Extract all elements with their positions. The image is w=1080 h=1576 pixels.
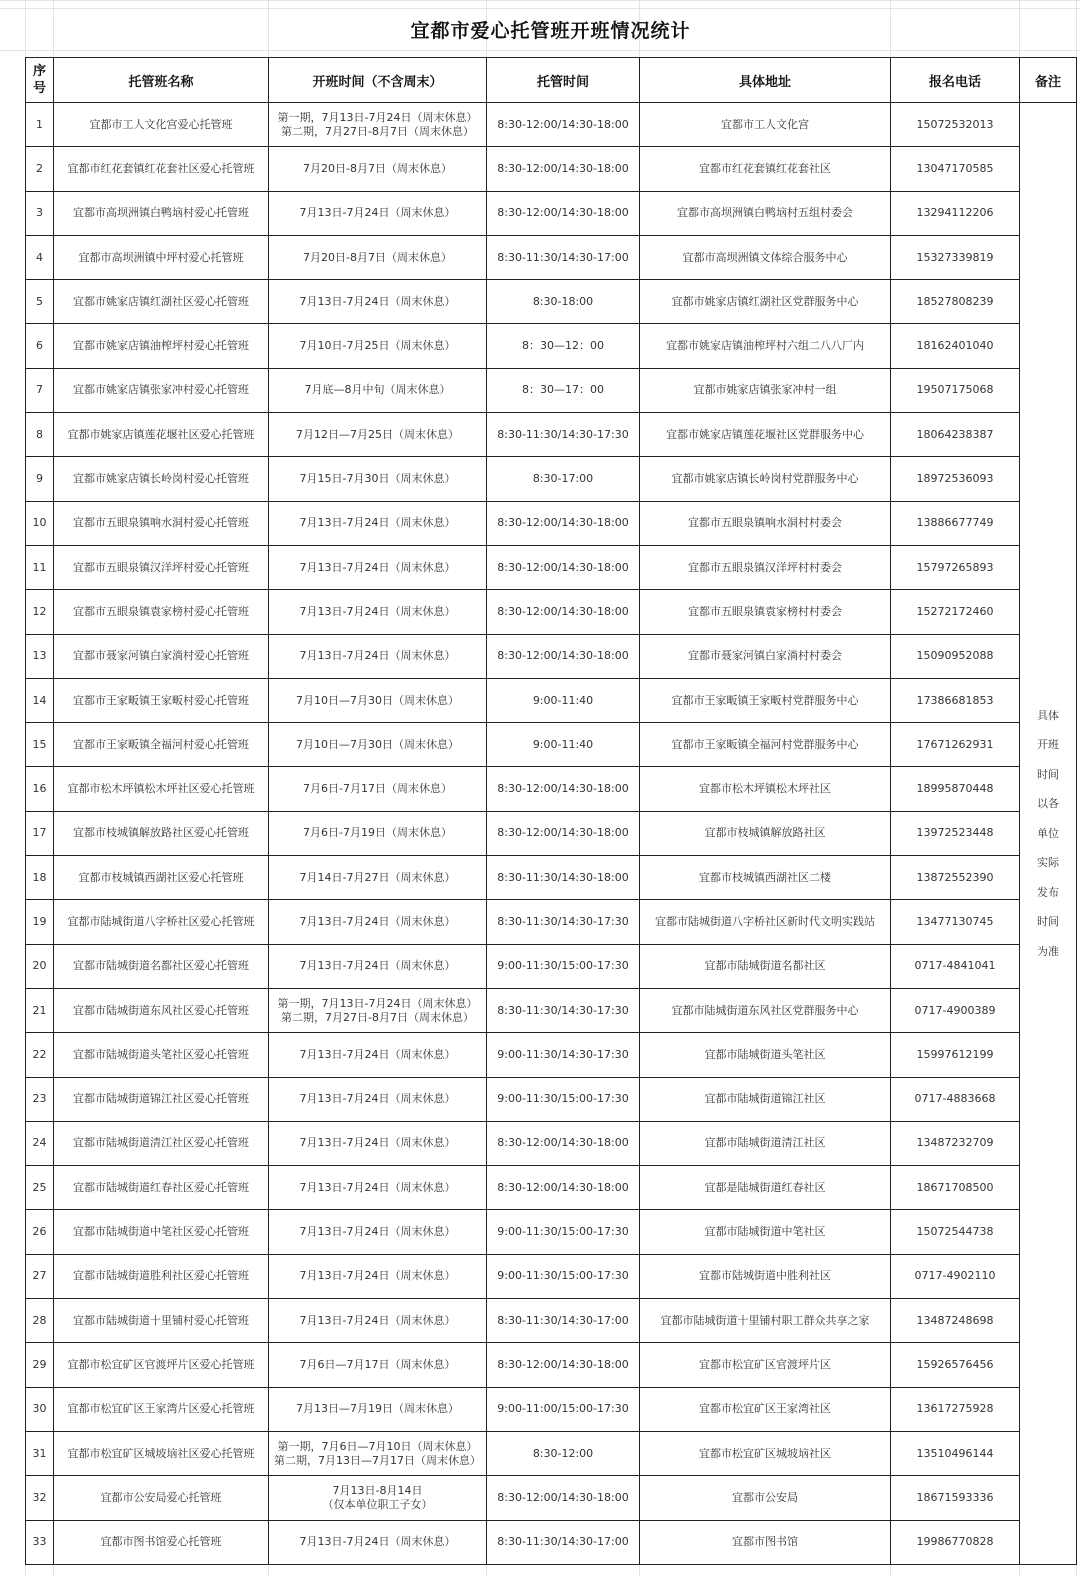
table-row (26, 988, 1077, 1032)
table-row (26, 1299, 1077, 1343)
period-line: 7月13日-7月24日（周末休息） (299, 516, 456, 530)
cell-hours: 8:30-12:00/14:30-18:00 (487, 501, 640, 545)
cell-period (269, 1299, 487, 1343)
cell-name: 宜都市陆城街道锦江社区爱心托管班 (54, 1077, 269, 1121)
table-row (26, 457, 1077, 501)
table-row (26, 856, 1077, 900)
period-line: 7月13日-7月24日（周末休息） (299, 914, 456, 928)
cell-address: 宜都市姚家店镇红湖社区党群服务中心 (640, 280, 891, 324)
cell-phone: 19986770828 (891, 1520, 1020, 1564)
cell-remark (1020, 103, 1077, 1565)
cell-name: 宜都市高坝洲镇中坪村爱心托管班 (54, 235, 269, 279)
cell-address: 宜都市陆城街道头笔社区 (640, 1033, 891, 1077)
cell-hours: 9:00-11:30/14:30-17:30 (487, 1033, 640, 1077)
cell-phone: 0717-4902110 (891, 1254, 1020, 1298)
cell-seq: 16 (26, 767, 54, 811)
cell-address: 宜都市陆城街道名都社区 (640, 944, 891, 988)
cell-address: 宜都市枝城镇解放路社区 (640, 811, 891, 855)
period-line: 7月13日-7月24日（周末休息） (299, 1313, 456, 1327)
cell-period (269, 1520, 487, 1564)
cell-hours: 9:00-11:00/15:00-17:30 (487, 1387, 640, 1431)
table-row (26, 1254, 1077, 1298)
cell-address: 宜都市高坝洲镇白鸭垴村五组村委会 (640, 191, 891, 235)
table-header-row (26, 58, 1077, 103)
cell-seq: 29 (26, 1343, 54, 1387)
cell-address: 宜都市陆城街道锦江社区 (640, 1077, 891, 1121)
cell-seq: 1 (26, 103, 54, 147)
period-line: 7月13日-7月24日（周末休息） (299, 1180, 456, 1194)
cell-hours: 8:30-12:00/14:30-18:00 (487, 590, 640, 634)
cell-name: 宜都市图书馆爱心托管班 (54, 1520, 269, 1564)
cell-period (269, 811, 487, 855)
cell-period (269, 280, 487, 324)
cell-name: 宜都市松木坪镇松木坪社区爱心托管班 (54, 767, 269, 811)
cell-period (269, 590, 487, 634)
cell-phone: 15072544738 (891, 1210, 1020, 1254)
cell-period (269, 324, 487, 368)
period-line: 7月13日—7月19日（周末休息） (296, 1402, 459, 1416)
cell-period (269, 723, 487, 767)
cell-seq: 24 (26, 1121, 54, 1165)
cell-period (269, 1387, 487, 1431)
cell-address: 宜都市枝城镇西湖社区二楼 (640, 856, 891, 900)
cell-phone: 15090952088 (891, 634, 1020, 678)
table-row (26, 324, 1077, 368)
cell-name: 宜都市陆城街道八字桥社区爱心托管班 (54, 900, 269, 944)
table-row (26, 1077, 1077, 1121)
cell-name: 宜都市高坝洲镇白鸭垴村爱心托管班 (54, 191, 269, 235)
period-line: 7月6日-7月19日（周末休息） (303, 826, 452, 840)
table-row (26, 590, 1077, 634)
table-row (26, 944, 1077, 988)
cell-phone: 13477130745 (891, 900, 1020, 944)
cell-period (269, 1121, 487, 1165)
cell-name: 宜都市枝城镇西湖社区爱心托管班 (54, 856, 269, 900)
cell-seq: 22 (26, 1033, 54, 1077)
cell-period (269, 103, 487, 147)
table-row (26, 1121, 1077, 1165)
cell-seq: 23 (26, 1077, 54, 1121)
table-row (26, 1520, 1077, 1564)
cell-name: 宜都市五眼泉镇袁家榜村爱心托管班 (54, 590, 269, 634)
table-row (26, 235, 1077, 279)
cell-seq: 14 (26, 678, 54, 722)
cell-hours: 8:30-12:00/14:30-18:00 (487, 1476, 640, 1520)
cell-address: 宜都市五眼泉镇汉洋坪村村委会 (640, 545, 891, 589)
cell-seq: 32 (26, 1476, 54, 1520)
cell-hours: 9:00-11:30/15:00-17:30 (487, 944, 640, 988)
cell-phone: 13510496144 (891, 1431, 1020, 1475)
cell-name: 宜都市陆城街道头笔社区爱心托管班 (54, 1033, 269, 1077)
cell-seq: 19 (26, 900, 54, 944)
cell-period (269, 545, 487, 589)
cell-name: 宜都市陆城街道红春社区爱心托管班 (54, 1166, 269, 1210)
cell-hours: 8:30-12:00/14:30-18:00 (487, 767, 640, 811)
period-line: 7月10日—7月30日（周末休息） (296, 693, 459, 707)
cell-name: 宜都市陆城街道胜利社区爱心托管班 (54, 1254, 269, 1298)
cell-name: 宜都市红花套镇红花套社区爱心托管班 (54, 147, 269, 191)
cell-phone: 15072532013 (891, 103, 1020, 147)
table-row (26, 634, 1077, 678)
cell-period (269, 147, 487, 191)
cell-address: 宜都市五眼泉镇袁家榜村村委会 (640, 590, 891, 634)
cell-hours: 8:30-12:00/14:30-18:00 (487, 1166, 640, 1210)
cell-name: 宜都市松宜矿区官渡坪片区爱心托管班 (54, 1343, 269, 1387)
cell-hours: 8:30-18:00 (487, 280, 640, 324)
cell-seq: 9 (26, 457, 54, 501)
cell-phone: 15272172460 (891, 590, 1020, 634)
table-row (26, 103, 1077, 147)
table-row (26, 1431, 1077, 1475)
cell-phone: 19507175068 (891, 368, 1020, 412)
cell-phone: 15926576456 (891, 1343, 1020, 1387)
cell-period (269, 988, 487, 1032)
cell-hours: 8:30-12:00/14:30-18:00 (487, 545, 640, 589)
table-row (26, 1476, 1077, 1520)
cell-seq: 11 (26, 545, 54, 589)
cell-period (269, 235, 487, 279)
cell-address: 宜都市王家畈镇王家畈村党群服务中心 (640, 678, 891, 722)
cell-seq: 7 (26, 368, 54, 412)
table-row (26, 767, 1077, 811)
period-line: 7月6日—7月17日（周末休息） (299, 1357, 456, 1371)
table-row (26, 1343, 1077, 1387)
cell-address: 宜都市姚家店镇长岭岗村党群服务中心 (640, 457, 891, 501)
cell-seq: 5 (26, 280, 54, 324)
cell-name: 宜都市姚家店镇油榨坪村爱心托管班 (54, 324, 269, 368)
cell-phone: 17671262931 (891, 723, 1020, 767)
header-name: 托管班名称 (54, 58, 269, 103)
cell-phone: 13047170585 (891, 147, 1020, 191)
cell-name: 宜都市姚家店镇莲花堰社区爱心托管班 (54, 413, 269, 457)
period-line: 7月15日-7月30日（周末休息） (299, 472, 456, 486)
cell-seq: 17 (26, 811, 54, 855)
period-line: （仅本单位职工子女） (322, 1497, 433, 1511)
period-line: 7月13日-7月24日（周末休息） (299, 560, 456, 574)
cell-address: 宜都市五眼泉镇响水洞村村委会 (640, 501, 891, 545)
cell-period (269, 501, 487, 545)
period-line: 7月20日-8月7日（周末休息） (303, 250, 452, 264)
table-row (26, 1033, 1077, 1077)
cell-period (269, 900, 487, 944)
cell-address: 宜都市松宜矿区官渡坪片区 (640, 1343, 891, 1387)
statistics-table (25, 57, 1077, 1565)
cell-seq: 18 (26, 856, 54, 900)
cell-seq: 12 (26, 590, 54, 634)
table-row (26, 723, 1077, 767)
header-seq (26, 58, 54, 103)
cell-seq: 6 (26, 324, 54, 368)
table-row (26, 900, 1077, 944)
cell-address: 宜都市陆城街道十里铺村职工群众共享之家 (640, 1299, 891, 1343)
cell-name: 宜都市枝城镇解放路社区爱心托管班 (54, 811, 269, 855)
cell-name: 宜都市工人文化宫爱心托管班 (54, 103, 269, 147)
cell-period (269, 1077, 487, 1121)
cell-address: 宜都市高坝洲镇文体综合服务中心 (640, 235, 891, 279)
period-line: 7月13日-7月24日（周末休息） (299, 1535, 456, 1549)
cell-period (269, 767, 487, 811)
cell-name: 宜都市五眼泉镇汉洋坪村爱心托管班 (54, 545, 269, 589)
cell-address: 宜都市姚家店镇莲花堰社区党群服务中心 (640, 413, 891, 457)
period-line: 7月13日-7月24日（周末休息） (299, 1136, 456, 1150)
cell-period (269, 1033, 487, 1077)
cell-hours: 8:30-11:30/14:30-17:00 (487, 1299, 640, 1343)
cell-hours: 8:30-11:30/14:30-17:30 (487, 900, 640, 944)
cell-hours: 8:30-12:00/14:30-18:00 (487, 1121, 640, 1165)
cell-phone: 15797265893 (891, 545, 1020, 589)
cell-address: 宜都市姚家店镇张家冲村一组 (640, 368, 891, 412)
cell-name: 宜都市陆城街道东风社区爱心托管班 (54, 988, 269, 1032)
header-period: 开班时间（不含周末） (269, 58, 487, 103)
cell-name: 宜都市姚家店镇张家冲村爱心托管班 (54, 368, 269, 412)
cell-name: 宜都市姚家店镇长岭岗村爱心托管班 (54, 457, 269, 501)
cell-phone: 0717-4883668 (891, 1077, 1020, 1121)
cell-period (269, 856, 487, 900)
period-line: 7月13日-7月24日（周末休息） (299, 959, 456, 973)
cell-period (269, 1166, 487, 1210)
cell-hours: 8:30-11:30/14:30-17:30 (487, 988, 640, 1032)
cell-phone: 18972536093 (891, 457, 1020, 501)
cell-hours: 8:30-11:30/14:30-17:30 (487, 413, 640, 457)
cell-address: 宜都市红花套镇红花套社区 (640, 147, 891, 191)
period-line: 7月13日-7月24日（周末休息） (299, 1092, 456, 1106)
cell-name: 宜都市陆城街道清江社区爱心托管班 (54, 1121, 269, 1165)
period-line: 第一期，7月13日-7月24日（周末休息） (277, 110, 478, 124)
cell-period (269, 944, 487, 988)
cell-phone: 18064238387 (891, 413, 1020, 457)
header-seq-text: 序号 (32, 64, 46, 96)
cell-seq: 2 (26, 147, 54, 191)
cell-phone: 17386681853 (891, 678, 1020, 722)
cell-seq: 4 (26, 235, 54, 279)
cell-phone: 0717-4900389 (891, 988, 1020, 1032)
period-line: 7月10日-7月25日（周末休息） (299, 339, 456, 353)
cell-seq: 3 (26, 191, 54, 235)
period-line: 第二期，7月13日—7月17日（周末休息） (274, 1453, 481, 1467)
period-line: 7月13日-8月14日 (332, 1483, 423, 1497)
table-row (26, 147, 1077, 191)
cell-address: 宜都市陆城街道中胜利社区 (640, 1254, 891, 1298)
cell-address: 宜都市聂家河镇白家淌村村委会 (640, 634, 891, 678)
period-line: 7月10日—7月30日（周末休息） (296, 737, 459, 751)
cell-name: 宜都市王家畈镇王家畈村爱心托管班 (54, 678, 269, 722)
cell-name: 宜都市陆城街道中笔社区爱心托管班 (54, 1210, 269, 1254)
cell-name: 宜都市公安局爱心托管班 (54, 1476, 269, 1520)
cell-period (269, 634, 487, 678)
period-line: 第一期，7月6日—7月10日（周末休息） (277, 1439, 478, 1453)
header-address: 具体地址 (640, 58, 891, 103)
cell-seq: 26 (26, 1210, 54, 1254)
cell-seq: 8 (26, 413, 54, 457)
cell-period (269, 1210, 487, 1254)
table-row (26, 413, 1077, 457)
cell-address: 宜都市陆城街道八字桥社区新时代文明实践站 (640, 900, 891, 944)
cell-seq: 33 (26, 1520, 54, 1564)
table-row (26, 501, 1077, 545)
cell-hours: 9:00-11:40 (487, 678, 640, 722)
cell-name: 宜都市陆城街道名都社区爱心托管班 (54, 944, 269, 988)
gridline (0, 50, 1080, 51)
cell-address: 宜都市王家畈镇全福河村党群服务中心 (640, 723, 891, 767)
cell-address: 宜都市陆城街道清江社区 (640, 1121, 891, 1165)
cell-address: 宜都市图书馆 (640, 1520, 891, 1564)
table-row (26, 1166, 1077, 1210)
cell-period (269, 457, 487, 501)
period-line: 第二期，7月27日-8月7日（周末休息） (281, 1010, 474, 1024)
cell-seq: 13 (26, 634, 54, 678)
cell-phone: 13487248698 (891, 1299, 1020, 1343)
period-line: 7月13日-7月24日（周末休息） (299, 604, 456, 618)
period-line: 7月13日-7月24日（周末休息） (299, 294, 456, 308)
cell-period (269, 191, 487, 235)
cell-address: 宜都是陆城街道红春社区 (640, 1166, 891, 1210)
cell-hours: 8:30-12:00/14:30-18:00 (487, 634, 640, 678)
cell-name: 宜都市聂家河镇白家淌村爱心托管班 (54, 634, 269, 678)
period-line: 7月6日-7月17日（周末休息） (303, 782, 452, 796)
cell-name: 宜都市陆城街道十里铺村爱心托管班 (54, 1299, 269, 1343)
cell-address: 宜都市工人文化宫 (640, 103, 891, 147)
period-line: 7月12日—7月25日（周末休息） (296, 427, 459, 441)
cell-seq: 31 (26, 1431, 54, 1475)
cell-hours: 9:00-11:30/15:00-17:30 (487, 1210, 640, 1254)
gridline (0, 0, 1080, 1)
cell-hours: 8：30—12：00 (487, 324, 640, 368)
cell-hours: 8:30-12:00/14:30-18:00 (487, 811, 640, 855)
cell-address: 宜都市姚家店镇油榨坪村六组二八八厂内 (640, 324, 891, 368)
cell-seq: 15 (26, 723, 54, 767)
cell-period (269, 1254, 487, 1298)
cell-address: 宜都市公安局 (640, 1476, 891, 1520)
header-hours: 托管时间 (487, 58, 640, 103)
period-line: 7月13日-7月24日（周末休息） (299, 206, 456, 220)
cell-phone: 13972523448 (891, 811, 1020, 855)
cell-seq: 28 (26, 1299, 54, 1343)
header-phone: 报名电话 (891, 58, 1020, 103)
cell-phone: 18162401040 (891, 324, 1020, 368)
cell-seq: 20 (26, 944, 54, 988)
cell-hours: 8：30—17：00 (487, 368, 640, 412)
cell-phone: 0717-4841041 (891, 944, 1020, 988)
cell-phone: 13487232709 (891, 1121, 1020, 1165)
period-line: 7月13日-7月24日（周末休息） (299, 649, 456, 663)
period-line: 7月13日-7月24日（周末休息） (299, 1225, 456, 1239)
table-body (26, 103, 1077, 1565)
table-row (26, 368, 1077, 412)
cell-hours: 8:30-12:00/14:30-18:00 (487, 103, 640, 147)
period-line: 第二期，7月27日-8月7日（周末休息） (281, 124, 474, 138)
cell-period (269, 368, 487, 412)
cell-hours: 8:30-12:00/14:30-18:00 (487, 147, 640, 191)
cell-hours: 8:30-12:00/14:30-18:00 (487, 1343, 640, 1387)
cell-period (269, 1476, 487, 1520)
cell-phone: 18671593336 (891, 1476, 1020, 1520)
cell-hours: 8:30-11:30/14:30-17:00 (487, 1520, 640, 1564)
cell-hours: 8:30-11:30/14:30-17:00 (487, 235, 640, 279)
table-row (26, 1210, 1077, 1254)
cell-seq: 27 (26, 1254, 54, 1298)
cell-hours: 8:30-11:30/14:30-18:00 (487, 856, 640, 900)
cell-address: 宜都市松宜矿区王家湾社区 (640, 1387, 891, 1431)
cell-phone: 15997612199 (891, 1033, 1020, 1077)
cell-name: 宜都市松宜矿区王家湾片区爱心托管班 (54, 1387, 269, 1431)
remark-text: 具体开班时间以各单位实际发布时间为准 (1037, 708, 1059, 958)
table-row (26, 545, 1077, 589)
cell-name: 宜都市姚家店镇红湖社区爱心托管班 (54, 280, 269, 324)
cell-phone: 15327339819 (891, 235, 1020, 279)
cell-address: 宜都市陆城街道中笔社区 (640, 1210, 891, 1254)
period-line: 7月13日-7月24日（周末休息） (299, 1047, 456, 1061)
table-row (26, 678, 1077, 722)
cell-seq: 10 (26, 501, 54, 545)
page-title: 宜都市爱心托管班开班情况统计 (410, 19, 691, 42)
cell-phone: 18995870448 (891, 767, 1020, 811)
period-line: 7月13日-7月24日（周末休息） (299, 1269, 456, 1283)
cell-hours: 9:00-11:30/15:00-17:30 (487, 1077, 640, 1121)
table-row (26, 280, 1077, 324)
cell-seq: 30 (26, 1387, 54, 1431)
cell-hours: 8:30-12:00 (487, 1431, 640, 1475)
cell-period (269, 1431, 487, 1475)
cell-phone: 18527808239 (891, 280, 1020, 324)
period-line: 7月底—8月中旬（周末休息） (304, 383, 451, 397)
cell-seq: 21 (26, 988, 54, 1032)
cell-phone: 13617275928 (891, 1387, 1020, 1431)
period-line: 7月20日-8月7日（周末休息） (303, 161, 452, 175)
cell-address: 宜都市松木坪镇松木坪社区 (640, 767, 891, 811)
cell-hours: 8:30-12:00/14:30-18:00 (487, 191, 640, 235)
table-row (26, 1387, 1077, 1431)
table-row (26, 191, 1077, 235)
cell-name: 宜都市松宜矿区城坡垴社区爱心托管班 (54, 1431, 269, 1475)
cell-phone: 13294112206 (891, 191, 1020, 235)
cell-seq: 25 (26, 1166, 54, 1210)
period-line: 7月14日-7月27日（周末休息） (299, 870, 456, 884)
period-line: 第一期，7月13日-7月24日（周末休息） (277, 996, 478, 1010)
cell-period (269, 678, 487, 722)
cell-address: 宜都市松宜矿区城坡垴社区 (640, 1431, 891, 1475)
cell-hours: 8:30-17:00 (487, 457, 640, 501)
cell-phone: 13886677749 (891, 501, 1020, 545)
cell-period (269, 1343, 487, 1387)
cell-address: 宜都市陆城街道东风社区党群服务中心 (640, 988, 891, 1032)
cell-name: 宜都市五眼泉镇响水洞村爱心托管班 (54, 501, 269, 545)
cell-phone: 18671708500 (891, 1166, 1020, 1210)
header-remark: 备注 (1020, 58, 1077, 103)
cell-hours: 9:00-11:30/15:00-17:30 (487, 1254, 640, 1298)
cell-name: 宜都市王家畈镇全福河村爱心托管班 (54, 723, 269, 767)
cell-hours: 9:00-11:40 (487, 723, 640, 767)
cell-period (269, 413, 487, 457)
cell-phone: 13872552390 (891, 856, 1020, 900)
table-row (26, 811, 1077, 855)
